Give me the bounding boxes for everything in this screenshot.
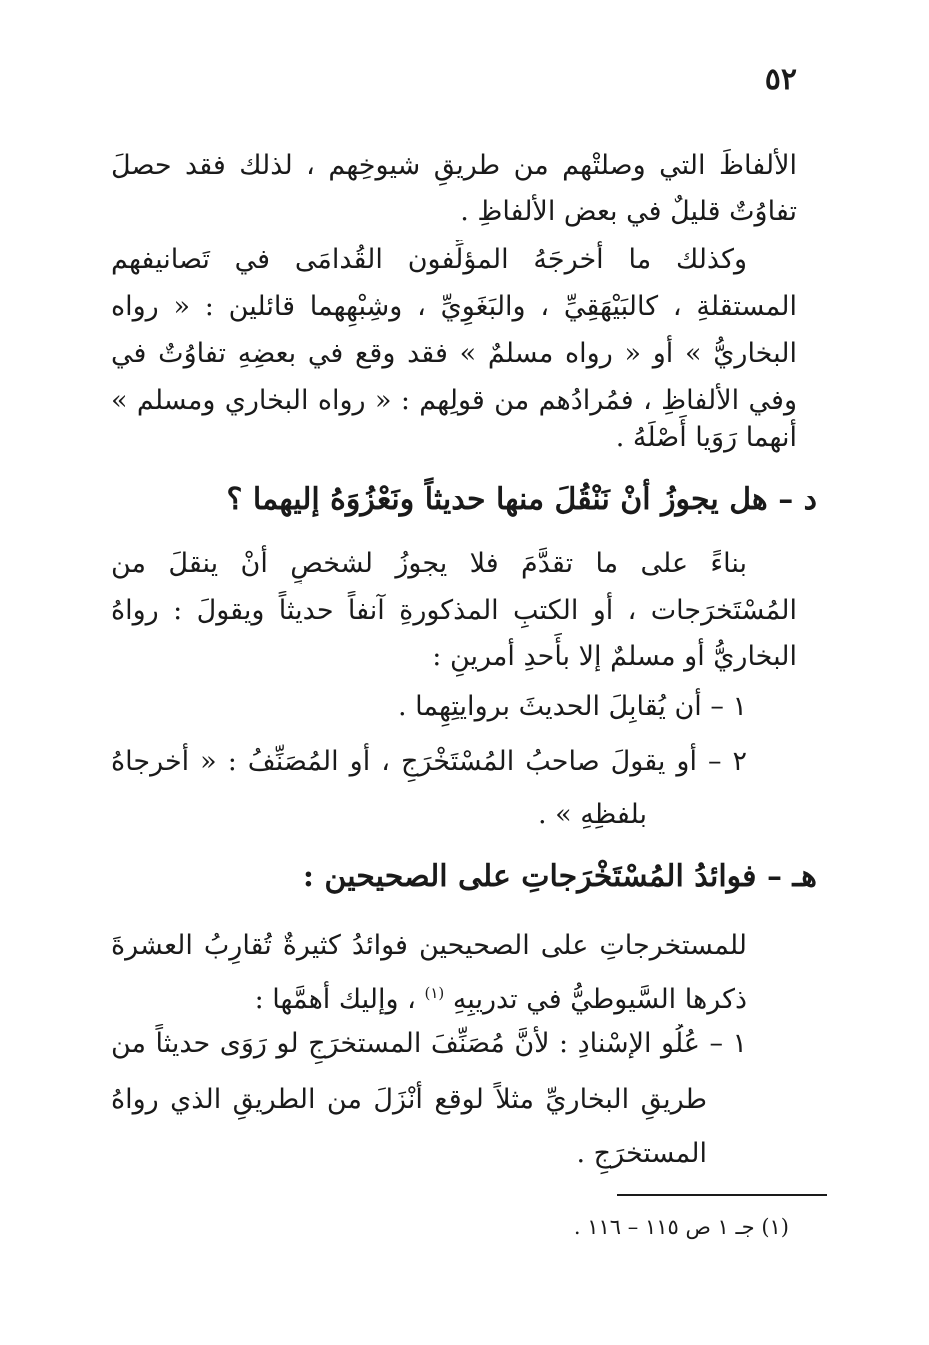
- section-d-line-2: المُسْتَخرَجات ، أو الكتبِ المذكورةِ آنفاً حديثاً ويقولَ : رواهُ: [111, 595, 797, 626]
- footnote-reference: (١): [424, 984, 445, 1002]
- section-h-line-2: [255, 973, 747, 1013]
- section-h-line-2-text-continued: ، وإليك أهمَّها :: [254, 984, 416, 1015]
- section-d-item-1: ١ – أن يُقابِلَ الحديثَ بروايتِهِما .: [397, 691, 747, 722]
- section-d-item-2-line-2: بلفظِهِ » .: [537, 799, 647, 830]
- footnote-1: (١) جـ ١ ص ١١٥ – ١١٦ .: [573, 1215, 789, 1239]
- section-h-line-1: للمستخرجاتِ على الصحيحين فوائدُ كثيرةٌ تُقارِبُ العشرةَ: [111, 930, 747, 961]
- section-h-item-1-line-1: ١ – عُلُو الإسْنادِ : لأنَّ مُصَنِّفَ المستخرَجِ لو رَوَى حديثاً من: [111, 1028, 747, 1059]
- section-h-line-2-text: ذكرها السَّيوطيُّ في تدريبِهِ: [452, 984, 747, 1015]
- paragraph-2-line-5: أنهما رَوَيا أَصْلَهُ .: [615, 422, 797, 453]
- section-d-item-2-line-1: ٢ – أو يقولَ صاحبُ المُسْتَخْرَجِ ، أو المُصَنِّفُ : « أخرجاهُ: [111, 746, 747, 777]
- section-d-line-3: البخاريُّ أو مسلمٌ إلا بأَحدِ أمرينِ :: [432, 641, 797, 672]
- page-number: ٥٢: [764, 62, 797, 97]
- paragraph-1-line-1: الألفاظَ التي وصلتْهم من طريقِ شيوخِهم ، لذلك فقد حصلَ: [111, 150, 797, 181]
- section-d-line-1: بناءً على ما تقدَّمَ فلا يجوزُ لشخصٍ أنْ ينقلَ من: [111, 548, 747, 579]
- section-d-heading: د – هل يجوزُ أنْ نَنْقُلَ منها حديثاً ونَعْزُوَهُ إليهما ؟: [226, 482, 817, 517]
- paragraph-2-line-4: وفي الألفاظِ ، فمُرادُهم من قولِهم : « رواه البخاري ومسلم »: [111, 385, 797, 416]
- paragraph-1-line-2: تفاوُتٌ قليلٌ في بعض الألفاظِ .: [460, 196, 797, 227]
- paragraph-2-line-3: البخاريُّ » أو « رواه مسلمٌ » فقد وقع في بعضِهِ تفاوُتٌ في: [111, 338, 797, 369]
- section-h-item-1-line-3: المستخرَجِ .: [576, 1138, 707, 1169]
- section-h-heading: هـ – فوائدُ المُسْتَخْرَجاتِ على الصحيحين :: [302, 859, 817, 894]
- section-h-item-1-line-2: طريقِ البخاريِّ مثلاً لوقع أَنْزَلَ من الطريقِ الذي رواهُ: [111, 1084, 707, 1115]
- paragraph-2-line-1: وكذلك ما أخرجَهُ المؤلِّفون القُدامَى في تَصانيفهم: [111, 244, 747, 275]
- footnote-separator: [617, 1194, 827, 1196]
- paragraph-2-line-2: المستقلةِ ، كالبَيْهَقِيِّ ، والبَغَوِيِّ ، وشِبْهِهما قائلين : « رواه: [111, 291, 797, 322]
